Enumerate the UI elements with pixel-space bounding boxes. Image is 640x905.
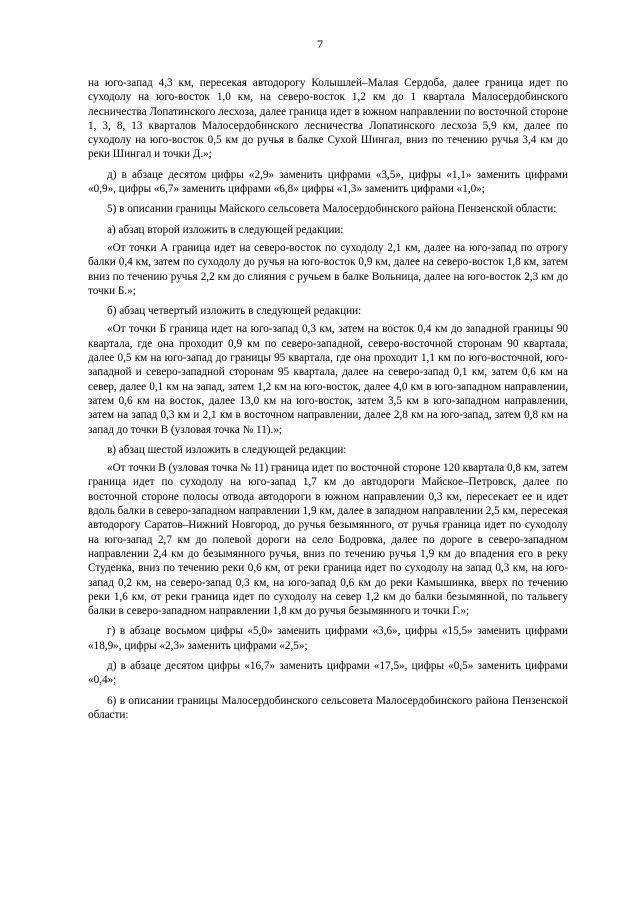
paragraph-item-6: 6) в описании границы Малосердобинского сельсовета Малосердобинского района Пензенской области:	[88, 694, 568, 721]
paragraph-quote-b: «От точки Б граница идет на юго-запад 0,3 км, затем на восток 0,4 км до западной границы 90 квартала, где она проходит 0,9 км по северо-западной, северо-восточной сторонам 90 квартала, далее 0,5 км на юго-запад до границы 95 квартала, где она проходит 1,1 км по юго-восточной, юго-западной и северо-западной сторонам 95 квартала, далее на северо-запад 0,1 км, затем 0,6 км на север, далее 0,1 км на запад, затем 1,2 км на юго-восток, далее 4,0 км в юго-западном направлении, затем 0,6 км на восток, далее 13,0 км на юго-восток, затем 3,5 км в юго-западном направлении, затем на запад 0,3 км и 2,1 км в восточном направлении, далее 2,8 км на юго-запад, затем 0,8 км на запад до точки В (узловая точка № 11).»;	[88, 323, 568, 436]
paragraph-item-a: а) абзац второй изложить в следующей редакции:	[107, 223, 344, 236]
paragraph-continuation: на юго-запад 4,3 км, пересекая автодорогу Колышлей–Малая Сердоба, далее граница идет по суходолу на юго-восток 1,0 км, на северо-восток 1,2 км до 1 квартала Малосердобинского лесничества Лопатинского лесхоза, далее граница идет в южном направлении по восточной стороне 1, 3, 8, 13 кварталов Малосердобинского лесничества Лопатинского лесхоза 5,9 км, далее по суходолу на юго-восток 0,5 км до ручья в балке Сухой Шингал, вниз по течению ручья 3,4 км до реки Шингал и точки Д.»;	[88, 77, 568, 161]
paragraph-item-5: 5) в описании границы Майского сельсовета Малосердобинского района Пензенской области:	[107, 203, 557, 216]
paragraph-quote-v: «От точки В (узловая точка № 11) граница идет по восточной стороне 120 квартала 0,8 км, затем граница идет по суходолу на юго-запад 1,7 км до автодороги Майское–Петровск, далее по восточной стороне полосы отвода автодороги в южном направлении 0,3 км, пересекает ее и идет вдоль балки в северо-западном направлении 1,9 км, далее в западном направлении 2,5 км, пересекая автодорогу Саратов–Нижний Новгород, до ручья безымянного, от ручья граница идет по суходолу на юго-запад 2,7 км до полевой дороги на село Бодровка, далее по дороге в северо-западном направлении 2,4 км до безымянного ручья, вниз по течению ручья 1,9 км до впадения его в реку Студенка, вниз по течению реки 0,6 км, от реки граница идет по суходолу на запад 0,3 км, на юго-запад 0,2 км, на северо-запад 0,3 км, на юго-запад 0,6 км до реки Камышинка, вверх по течению реки 1,6 км, от реки граница идет по суходолу на север 1,2 км до балки безымянной, по тальвегу балки в северо-западном направлении 1,8 км до ручья безымянного и точки Г.»;	[88, 462, 568, 618]
paragraph-quote-a: «От точки А граница идет на северо-восток по суходолу 2,1 км, далее на юго-запад по отрогу балки 0,4 км, затем по суходолу до ручья на юго-восток 0,9 км, далее на северо-восток 1,8 км, затем вниз по течению ручья 2,2 км до слияния с ручьем в балке Вольница, далее на юго-восток 2,3 км до точки Б.»;	[88, 241, 568, 297]
paragraph-item-b: б) абзац четвертый изложить в следующей редакции:	[107, 305, 362, 318]
page-number: 7	[317, 37, 323, 51]
paragraph-item-v: в) абзац шестой изложить в следующей редакции:	[107, 443, 347, 456]
paragraph-item-g: г) в абзаце восьмом цифры «5,0» заменить цифрами «3,6», цифры «15,5» заменить цифрами «18,9», цифры «2,3» заменить цифрами «2,5»;	[88, 625, 568, 652]
paragraph-item-d-1: д) в абзаце десятом цифры «2,9» заменить цифрами «3,5», цифры «1,1» заменить цифрами «0,9», цифры «6,7» заменить цифрами «6,8» цифры «1,3» заменить цифрами «1,0»;	[88, 168, 568, 196]
document-body	[88, 76, 568, 728]
paragraph-item-d-2: д) в абзаце десятом цифры «16,7» заменить цифрами «17,5», цифры «0,5» заменить цифрами «0,4»;	[88, 659, 568, 687]
